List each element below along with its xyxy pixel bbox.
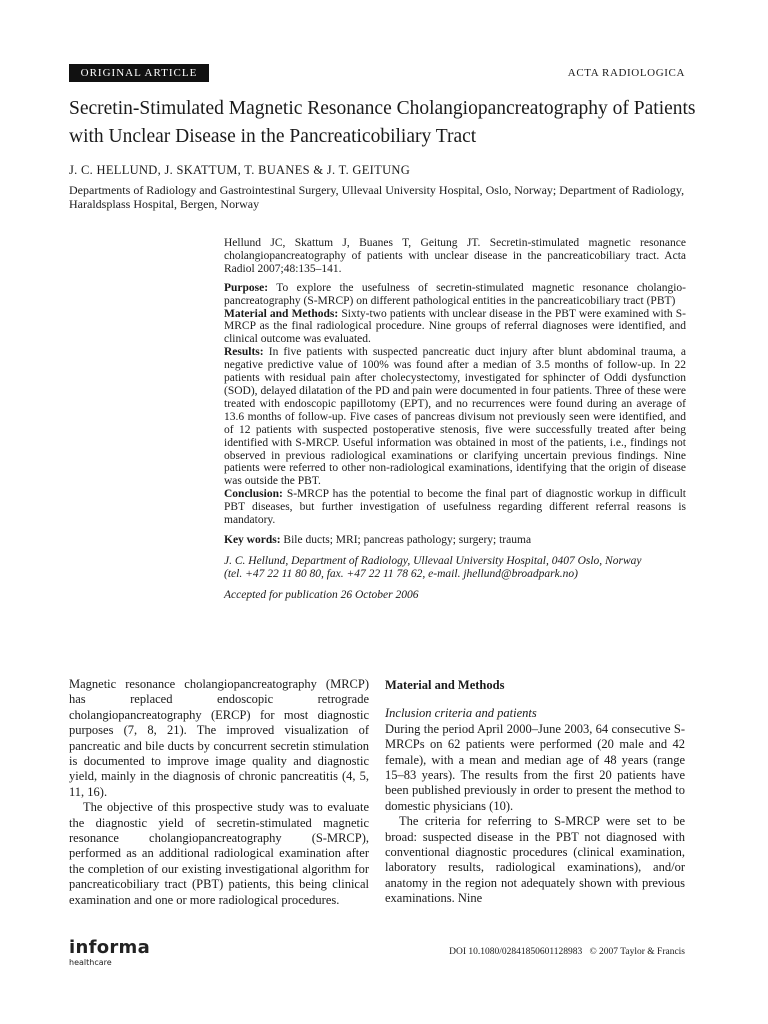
subsection-heading: Inclusion criteria and patients [385, 706, 537, 721]
article-type-badge: ORIGINAL ARTICLE [69, 64, 209, 82]
copyright: © 2007 Taylor & Francis [589, 947, 685, 957]
methods-text: Sixty-two patients with unclear disease in the PBT were examined with S-MRCP as the final radiological procedure. Nine groups of referral diagnoses were identified, and clinical outcome was evaluated. [224, 307, 686, 346]
results-text: In five patients with suspected pancreatic duct injury after blunt abdominal trauma, a negative predictive value of 100% was found after a median of 3.5 months of follow-up. In 22 patients with residual pain after cholecystectomy, investigated for sphincter of Oddi dysfunction (SOD), delayed dilatation of the PD and pain were documented in four patients. Three of these were treated with endoscopic papillotomy (EPT), and no recurrences were found during an average of 13.6 months of follow-up. Five cases of pancreas divisum not previously seen were identified, and of 12 patients with suspected postoperative stenosis, five were successfully treated after being identified with S-MRCP. Useful information was obtained in most of the patients, i.e., findings not observed in previous radiological examinations or clarifying uncertain previous findings. Nine patients were referred to other non-radiological examinations, identifying that the origin of disease was outside the PBT. [224, 346, 687, 488]
abstract-purpose [224, 282, 686, 308]
conclusion-text: S-MRCP has the potential to become the final part of diagnostic workup in difficult PBT diseases, but further investigation of usefulness regarding different referral reasons is mandatory. [224, 488, 686, 527]
affiliation: Departments of Radiology and Gastrointestinal Surgery, Ullevaal University Hospital, Oslo, Norway; Department of Radiology, Haraldsplass Hospital, Bergen, Norway [69, 183, 685, 211]
abstract-results [224, 346, 686, 488]
methods-paragraph: During the period April 2000–June 2003, 64 consecutive S-MRCPs on 62 patients were performed (20 male and 42 female), with a mean and median age of 48 years (range 15–83 years). The results from the first 20 patients have been published previously in order to present the method to domestic physicians (10). [385, 721, 685, 813]
abstract-conclusion [224, 488, 686, 527]
body-column-right [385, 677, 685, 907]
citation: Hellund JC, Skattum J, Buanes T, Geitung JT. Secretin-stimulated magnetic resonance cholangiopancreatography of patients with unclear disease in the pancreaticobiliary tract. Acta Radiol 2007;48:135–141. [224, 237, 686, 275]
criteria-paragraph: The criteria for referring to S-MRCP were set to be broad: suspected disease in the PBT not diagnosed with conventional diagnostic procedures (clinical examination, laboratory results, radiological examinations), and/or anatomy in the region not adequately shown with previous examinations. Nine [385, 814, 685, 906]
author-list: J. C. HELLUND, J. SKATTUM, T. BUANES & J. T. GEITUNG [69, 163, 411, 177]
article-title: Secretin-Stimulated Magnetic Resonance Cholangiopancreatography of Patients with Unclear Disease in the Pancreaticobiliary Tract [69, 98, 696, 147]
purpose-label: Purpose: [224, 281, 269, 294]
keywords-text: Bile ducts; MRI; pancreas pathology; surgery; trauma [283, 533, 532, 546]
keywords [224, 534, 686, 547]
section-heading: Material and Methods [385, 678, 505, 692]
results-label: Results: [224, 346, 264, 359]
correspondence-address: J. C. Hellund, Department of Radiology, Ullevaal University Hospital, 0407 Oslo, Norway [224, 554, 642, 567]
logo-wordmark: informa [69, 937, 151, 958]
objective-paragraph: The objective of this prospective study was to evaluate the diagnostic yield of secretin-stimulated magnetic resonance cholangiopancreatography (S-MRCP), performed as an additional radiological examination after the completion of our existing investigational algorithm for pancreaticobiliary tract (PBT) patients, this being clinical examination and one or more radiological procedures. [69, 800, 369, 907]
intro-paragraph: Magnetic resonance cholangiopancreatography (MRCP) has replaced endoscopic retrograde cholangiopancreatography (ERCP) for most diagnostic purposes (7, 8, 21). The improved visualization of pancreatic and bile ducts by concurrent secretin stimulation is documented to improve image quality and diagnostic yield, mainly in the diagnosis of chronic pancreatitis (4, 5, 11, 16). [69, 677, 369, 799]
keywords-label: Key words: [224, 533, 281, 546]
purpose-text: To explore the usefulness of secretin-stimulated magnetic resonance cholangio-pancreatography (S-MRCP) on different pathological entities in the pancreaticobiliary tract (PBT) [224, 281, 686, 307]
publisher-logo [69, 938, 150, 968]
methods-label: Material and Methods: [224, 307, 339, 320]
abstract-block [224, 237, 686, 602]
doi: DOI 10.1080/02841850601128983 [449, 947, 583, 957]
footer-info [449, 947, 685, 957]
correspondence-contact: (tel. +47 22 11 80 80, fax. +47 22 11 78 62, e-mail. jhellund@broadpark.no) [224, 567, 578, 580]
conclusion-label: Conclusion: [224, 488, 283, 501]
accepted-date: Accepted for publication 26 October 2006 [224, 588, 419, 601]
correspondence [224, 555, 686, 581]
body-column-left [69, 677, 369, 908]
journal-name: ACTA RADIOLOGICA [567, 67, 685, 79]
logo-subtitle: healthcare [69, 958, 112, 967]
abstract-methods [224, 308, 686, 347]
